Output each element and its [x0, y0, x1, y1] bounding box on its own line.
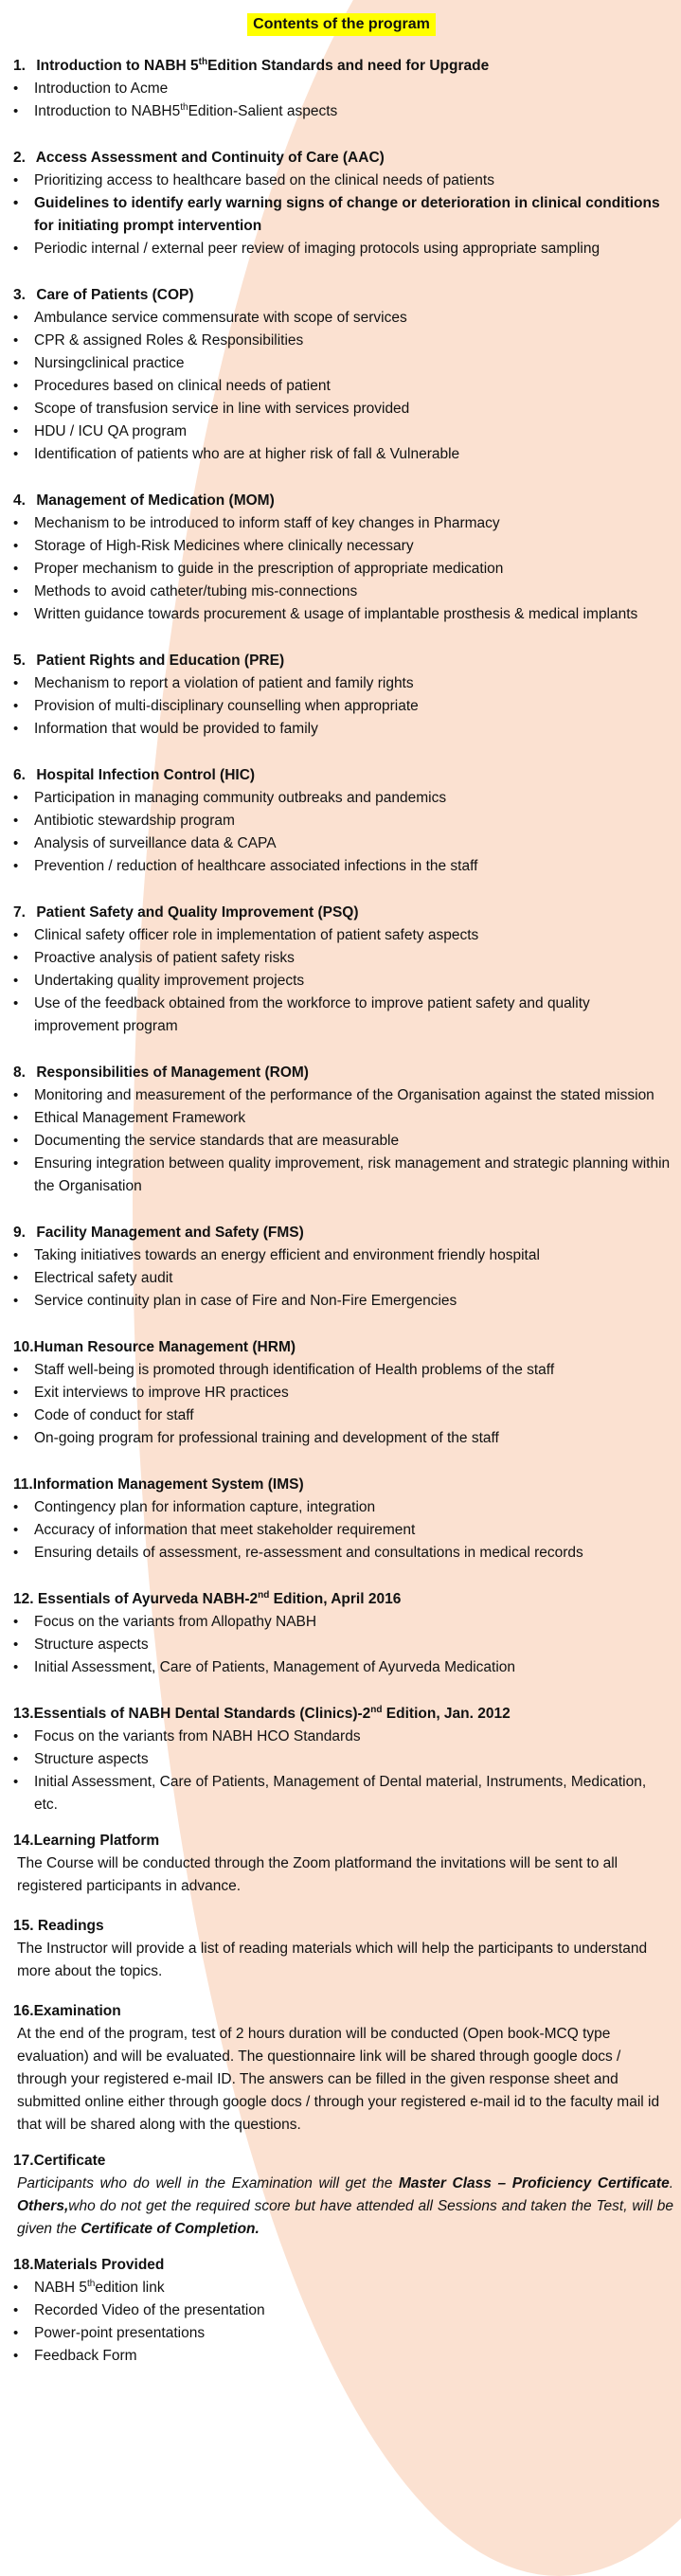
- list-item: • Accuracy of information that meet stakeholder requirement: [9, 1519, 673, 1542]
- list-item: • Introduction to Acme: [9, 78, 673, 100]
- text-run: Participants who do well in the Examination will get the: [17, 2175, 399, 2191]
- list-item: • Documenting the service standards that are measurable: [9, 1130, 673, 1153]
- list-item: • Storage of High-Risk Medicines where clinically necessary: [9, 535, 673, 558]
- list-item: • Participation in managing community outbreaks and pandemics: [9, 787, 673, 810]
- section-title: Essentials of Ayurveda NABH-2: [37, 1591, 259, 1607]
- section-18: [9, 2254, 673, 2368]
- item-list: [9, 2277, 673, 2368]
- item-text: NABH 5: [34, 2280, 87, 2296]
- list-item: • Contingency plan for information capture, integration: [9, 1496, 673, 1519]
- section-title: Access Assessment and Continuity of Care (AAC): [35, 150, 385, 166]
- section-number: 6.: [13, 767, 26, 783]
- section-heading: [13, 1474, 673, 1496]
- section-13: [9, 1703, 673, 1816]
- item-list: [9, 1611, 673, 1679]
- list-item: • Monitoring and measurement of the performance of the Organisation against the stated mission: [9, 1084, 673, 1107]
- section-heading: [13, 1830, 673, 1852]
- list-item: • Undertaking quality improvement projects: [9, 970, 673, 993]
- list-item: • Analysis of surveillance data & CAPA: [9, 832, 673, 855]
- section-6: [9, 764, 673, 878]
- text-run: .: [669, 2175, 674, 2191]
- list-item: • Power-point presentations: [9, 2322, 673, 2345]
- section-number: 10.: [13, 1339, 34, 1355]
- list-item: • Taking initiatives towards an energy efficient and environment friendly hospital: [9, 1244, 673, 1267]
- section-title: Examination: [33, 2003, 121, 2019]
- list-item: • Structure aspects: [9, 1634, 673, 1656]
- list-item: • Periodic internal / external peer review of imaging protocols using appropriate sampling: [9, 238, 673, 260]
- superscript: th: [87, 2278, 96, 2289]
- item-list: [9, 924, 673, 1038]
- list-item: • Ambulance service commensurate with scope of services: [9, 307, 673, 330]
- section-title-cont: Edition, Jan. 2012: [382, 1706, 511, 1722]
- text-run: who do not get the required score but have attended all Sessions and taken the Test, will be given the: [17, 2198, 673, 2237]
- list-item: • Prevention / reduction of healthcare associated infections in the staff: [9, 855, 673, 878]
- list-item: • Identification of patients who are at higher risk of fall & Vulnerable: [9, 443, 673, 466]
- section-title: Care of Patients (COP): [36, 287, 194, 303]
- section-number: 13.: [13, 1706, 34, 1722]
- list-item: • Scope of transfusion service in line with services provided: [9, 398, 673, 420]
- list-item: • Procedures based on clinical needs of patient: [9, 375, 673, 398]
- list-item: • Ensuring integration between quality improvement, risk management and strategic planning within the Organisation: [9, 1153, 673, 1198]
- item-list: [9, 512, 673, 626]
- section-heading: [13, 764, 673, 787]
- section-number: 16.: [13, 2003, 34, 2019]
- list-item: • Exit interviews to improve HR practices: [9, 1382, 673, 1404]
- section-title: Information Management System (IMS): [32, 1476, 304, 1493]
- section-heading: [13, 650, 673, 672]
- list-item: • Nursingclinical practice: [9, 352, 673, 375]
- list-item: • CPR & assigned Roles & Responsibilities: [9, 330, 673, 352]
- section-number: 14.: [13, 1833, 34, 1849]
- section-number: 1.: [13, 58, 26, 74]
- section-heading: [13, 1588, 673, 1611]
- section-number: 3.: [13, 287, 26, 303]
- section-7: [9, 902, 673, 1038]
- section-heading: [13, 1062, 673, 1084]
- section-number: 7.: [13, 904, 26, 921]
- list-item: • Mechanism to report a violation of patient and family rights: [9, 672, 673, 695]
- section-title: Certificate: [33, 2153, 106, 2169]
- list-item: • Feedback Form: [9, 2345, 673, 2368]
- section-14: [9, 1830, 673, 1898]
- section-number: 8.: [13, 1064, 26, 1081]
- list-item: • Recorded Video of the presentation: [9, 2299, 673, 2322]
- item-list: [9, 1244, 673, 1313]
- section-title: Responsibilities of Management (ROM): [36, 1064, 309, 1081]
- list-item: • Provision of multi-disciplinary counselling when appropriate: [9, 695, 673, 718]
- section-title: Readings: [37, 1918, 104, 1934]
- list-item: • Service continuity plan in case of Fire and Non-Fire Emergencies: [9, 1290, 673, 1313]
- section-heading: [13, 2254, 673, 2277]
- section-4: [9, 490, 673, 626]
- section-number: 18.: [13, 2257, 34, 2273]
- section-title-cont: Edition, April 2016: [269, 1591, 402, 1607]
- list-item: • Structure aspects: [9, 1748, 673, 1771]
- bold-run: Certificate of Completion.: [81, 2221, 260, 2237]
- section-5: [9, 650, 673, 741]
- item-list: [9, 307, 673, 466]
- section-3: [9, 284, 673, 466]
- item-list: [9, 1084, 673, 1198]
- item-list: [9, 1359, 673, 1450]
- list-item: • Information that would be provided to family: [9, 718, 673, 741]
- section-number: 9.: [13, 1225, 26, 1241]
- item-list: [9, 1726, 673, 1816]
- list-item: • Staff well-being is promoted through identification of Health problems of the staff: [9, 1359, 673, 1382]
- list-item: • Focus on the variants from Allopathy NABH: [9, 1611, 673, 1634]
- section-number: 11.: [13, 1476, 33, 1493]
- section-heading: [13, 147, 673, 170]
- section-number: 4.: [13, 492, 26, 509]
- list-item: • Use of the feedback obtained from the workforce to improve patient safety and quality improvement program: [9, 993, 673, 1038]
- section-title: Patient Safety and Quality Improvement (PSQ): [36, 904, 359, 921]
- list-item: • Ethical Management Framework: [9, 1107, 673, 1130]
- list-item: • Code of conduct for staff: [9, 1404, 673, 1427]
- list-item: • HDU / ICU QA program: [9, 420, 673, 443]
- list-item: • Written guidance towards procurement & usage of implantable prosthesis & medical implants: [9, 603, 673, 626]
- section-paragraph: At the end of the program, test of 2 hours duration will be conducted (Open book-MCQ type evaluation) and will be evaluated. The questionnaire link will be shared through google docs / through your registered e-mail ID. The answers can be filled in the given response sheet and submitted online either through google docs / through your registered e-mail id to the faculty mail id that will be shared along with the questions.: [17, 2026, 660, 2133]
- section-12: [9, 1588, 673, 1679]
- section-title: Management of Medication (MOM): [36, 492, 275, 509]
- section-title: Facility Management and Safety (FMS): [36, 1225, 304, 1241]
- section-11: [9, 1474, 673, 1565]
- section-heading: [13, 55, 673, 78]
- item-list: [9, 787, 673, 878]
- list-item: • Initial Assessment, Care of Patients, Management of Ayurveda Medication: [9, 1656, 673, 1679]
- list-item: • Prioritizing access to healthcare based on the clinical needs of patients: [9, 170, 673, 192]
- superscript: nd: [258, 1589, 270, 1601]
- section-heading: [13, 902, 673, 924]
- list-item: • Guidelines to identify early warning signs of change or deterioration in clinical conditions for initiating prompt intervention: [9, 192, 673, 238]
- section-heading: [13, 1703, 673, 1726]
- list-item: • Proper mechanism to guide in the prescription of appropriate medication: [9, 558, 673, 581]
- section-9: [9, 1222, 673, 1313]
- section-heading: [13, 2000, 673, 2023]
- list-item: • Methods to avoid catheter/tubing mis-connections: [9, 581, 673, 603]
- section-10: [9, 1336, 673, 1450]
- section-title: Introduction to NABH 5: [36, 58, 199, 74]
- section-title: Patient Rights and Education (PRE): [36, 653, 285, 669]
- list-item: [9, 2277, 673, 2299]
- title-wrap: [9, 13, 673, 36]
- item-list: [9, 170, 673, 260]
- list-item: • Proactive analysis of patient safety risks: [9, 947, 673, 970]
- section-heading: [13, 490, 673, 512]
- item-list: [9, 672, 673, 741]
- list-item: • Antibiotic stewardship program: [9, 810, 673, 832]
- bold-run: Master Class – Proficiency Certificate: [398, 2175, 670, 2191]
- section-title: Essentials of NABH Dental Standards (Clinics)-2: [33, 1706, 371, 1722]
- list-item: [9, 100, 673, 123]
- section-number: 17.: [13, 2153, 34, 2169]
- item-text: Introduction to NABH5: [34, 103, 181, 119]
- section-2: [9, 147, 673, 260]
- section-title: Hospital Infection Control (HIC): [36, 767, 256, 783]
- superscript: nd: [370, 1704, 383, 1715]
- certificate-paragraph: [17, 2173, 673, 2241]
- section-1: [9, 55, 673, 123]
- section-title-cont: Edition Standards and need for Upgrade: [207, 58, 490, 74]
- section-heading: [13, 1915, 673, 1938]
- section-number: 5.: [13, 653, 26, 669]
- list-item: • Electrical safety audit: [9, 1267, 673, 1290]
- list-item: • Focus on the variants from NABH HCO Standards: [9, 1726, 673, 1748]
- list-item: • Clinical safety officer role in implementation of patient safety aspects: [9, 924, 673, 947]
- list-item: • Mechanism to be introduced to inform staff of key changes in Pharmacy: [9, 512, 673, 535]
- section-number: 12.: [13, 1591, 34, 1607]
- section-heading: [13, 2150, 673, 2173]
- section-16: [9, 2000, 673, 2137]
- item-text-cont: Edition-Salient aspects: [188, 103, 338, 119]
- section-heading: [13, 1336, 673, 1359]
- superscript: th: [198, 56, 208, 67]
- section-17: [9, 2150, 673, 2241]
- item-list: [9, 1496, 673, 1565]
- section-number: 2.: [13, 150, 26, 166]
- item-list: [9, 78, 673, 123]
- bold-run: Others,: [17, 2198, 69, 2214]
- superscript: th: [180, 101, 188, 113]
- section-paragraph: The Course will be conducted through the Zoom platformand the invitations will be sent to all registered participants in advance.: [17, 1855, 618, 1894]
- section-title: Materials Provided: [33, 2257, 165, 2273]
- section-number: 15.: [13, 1918, 34, 1934]
- list-item: • Ensuring details of assessment, re-assessment and consultations in medical records: [9, 1542, 673, 1565]
- section-heading: [13, 284, 673, 307]
- section-heading: [13, 1222, 673, 1244]
- section-paragraph: The Instructor will provide a list of reading materials which will help the participants to understand more about the topics.: [17, 1941, 648, 1979]
- document-title: Contents of the program: [247, 13, 436, 36]
- section-15: [9, 1915, 673, 1983]
- section-title: Learning Platform: [33, 1833, 160, 1849]
- list-item: • On-going program for professional training and development of the staff: [9, 1427, 673, 1450]
- list-item: • Initial Assessment, Care of Patients, Management of Dental material, Instruments, Medication, etc.: [9, 1771, 673, 1816]
- section-8: [9, 1062, 673, 1198]
- item-text-cont: edition link: [95, 2280, 165, 2296]
- section-title: Human Resource Management (HRM): [33, 1339, 296, 1355]
